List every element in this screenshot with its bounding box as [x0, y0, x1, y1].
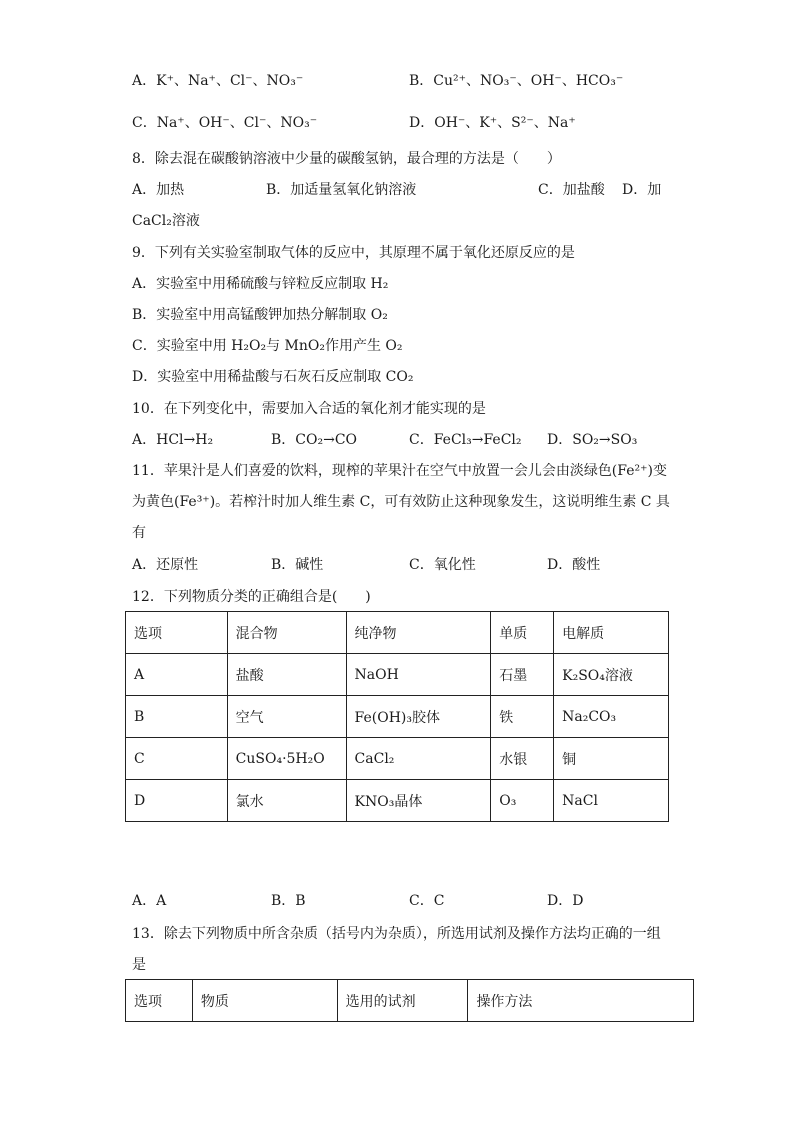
q9-option-c: C．实验室中用 H₂O₂与 MnO₂作用产生 O₂ — [132, 338, 403, 354]
table-cell: O₃ — [491, 780, 554, 822]
table-cell: 水银 — [491, 738, 554, 780]
q8-option-d: D．加 — [622, 182, 662, 198]
table-cell: D — [126, 780, 228, 822]
table-cell: A — [126, 654, 228, 696]
table-cell: 盐酸 — [227, 654, 346, 696]
table-cell: CuSO₄·5H₂O — [227, 738, 346, 780]
table-cell: CaCl₂ — [346, 738, 491, 780]
table-header-row — [126, 980, 694, 1022]
table-row — [126, 654, 669, 696]
q7-option-d: D．OH⁻、K⁺、S²⁻、Na⁺ — [409, 115, 576, 131]
table-cell: 氯水 — [227, 780, 346, 822]
q8-stem: 8．除去混在碳酸钠溶液中少量的碳酸氢钠，最合理的方法是（ ） — [132, 151, 561, 167]
table-cell: Fe(OH)₃胶体 — [346, 696, 491, 738]
table-cell: NaOH — [346, 654, 491, 696]
q10-option-a: A．HCl→H₂ — [132, 432, 214, 448]
q13-stem-line2: 是 — [132, 957, 146, 973]
q8-option-d-continued: CaCl₂溶液 — [132, 213, 200, 229]
q9-option-b: B．实验室中用高锰酸钾加热分解制取 O₂ — [132, 307, 388, 323]
q10-option-b: B．CO₂→CO — [271, 432, 358, 448]
table-cell: KNO₃晶体 — [346, 780, 491, 822]
table-cell: 石墨 — [491, 654, 554, 696]
q12-stem: 12．下列物质分类的正确组合是( ) — [132, 589, 371, 605]
table-cell: NaCl — [554, 780, 669, 822]
q12-classification-table — [125, 611, 669, 822]
table-cell: Na₂CO₃ — [554, 696, 669, 738]
table-header-cell: 选项 — [126, 980, 193, 1022]
table-row — [126, 780, 669, 822]
q11-option-c: C．氧化性 — [409, 557, 476, 573]
table-header-cell: 选用的试剂 — [337, 980, 468, 1022]
q12-option-d: D．D — [547, 893, 584, 909]
q10-option-d: D．SO₂→SO₃ — [547, 432, 638, 448]
q9-stem: 9．下列有关实验室制取气体的反应中，其原理不属于氧化还原反应的是 — [132, 245, 575, 261]
q11-stem-line2: 为黄色(Fe³⁺)。若榨汁时加人维生素 C，可有效防止这种现象发生，这说明维生素 C 具 — [132, 494, 670, 510]
table-row — [126, 696, 669, 738]
q11-option-d: D．酸性 — [547, 557, 601, 573]
q11-option-b: B．碱性 — [271, 557, 324, 573]
table-header-cell: 物质 — [192, 980, 337, 1022]
q13-stem-line1: 13．除去下列物质中所含杂质（括号内为杂质），所选用试剂及操作方法均正确的一组 — [132, 926, 661, 942]
table-cell: 铜 — [554, 738, 669, 780]
q7-option-c: C．Na⁺、OH⁻、Cl⁻、NO₃⁻ — [132, 115, 318, 131]
table-cell: B — [126, 696, 228, 738]
q11-option-a: A．还原性 — [132, 557, 199, 573]
q10-option-c: C．FeCl₃→FeCl₂ — [409, 432, 522, 448]
table-header-row — [126, 612, 669, 654]
q7-option-a: A．K⁺、Na⁺、Cl⁻、NO₃⁻ — [132, 73, 304, 89]
q11-stem-line1: 11．苹果汁是人们喜爱的饮料，现榨的苹果汁在空气中放置一会儿会由淡绿色(Fe²⁺)变 — [132, 463, 667, 479]
table-header-cell: 操作方法 — [468, 980, 694, 1022]
table-cell: C — [126, 738, 228, 780]
q12-option-c: C．C — [409, 893, 445, 909]
table-header-cell: 电解质 — [554, 612, 669, 654]
table-header-cell: 纯净物 — [346, 612, 491, 654]
q12-option-b: B．B — [271, 893, 306, 909]
q8-option-a: A．加热 — [132, 182, 185, 198]
q8-option-b: B．加适量氢氧化钠溶液 — [266, 182, 417, 198]
q12-option-a: A．A — [132, 893, 167, 909]
table-cell: K₂SO₄溶液 — [554, 654, 669, 696]
q13-reagent-table — [125, 979, 694, 1022]
q9-option-a: A．实验室中用稀硫酸与锌粒反应制取 H₂ — [132, 276, 389, 292]
table-header-cell: 选项 — [126, 612, 228, 654]
q8-option-c: C．加盐酸 — [538, 182, 605, 198]
table-cell: 空气 — [227, 696, 346, 738]
q9-option-d: D．实验室中用稀盐酸与石灰石反应制取 CO₂ — [132, 369, 414, 385]
q11-stem-line3: 有 — [132, 525, 146, 541]
q7-option-b: B．Cu²⁺、NO₃⁻、OH⁻、HCO₃⁻ — [409, 73, 624, 89]
table-row — [126, 738, 669, 780]
table-header-cell: 单质 — [491, 612, 554, 654]
q10-stem: 10．在下列变化中，需要加入合适的氧化剂才能实现的是 — [132, 401, 486, 417]
table-header-cell: 混合物 — [227, 612, 346, 654]
table-cell: 铁 — [491, 696, 554, 738]
